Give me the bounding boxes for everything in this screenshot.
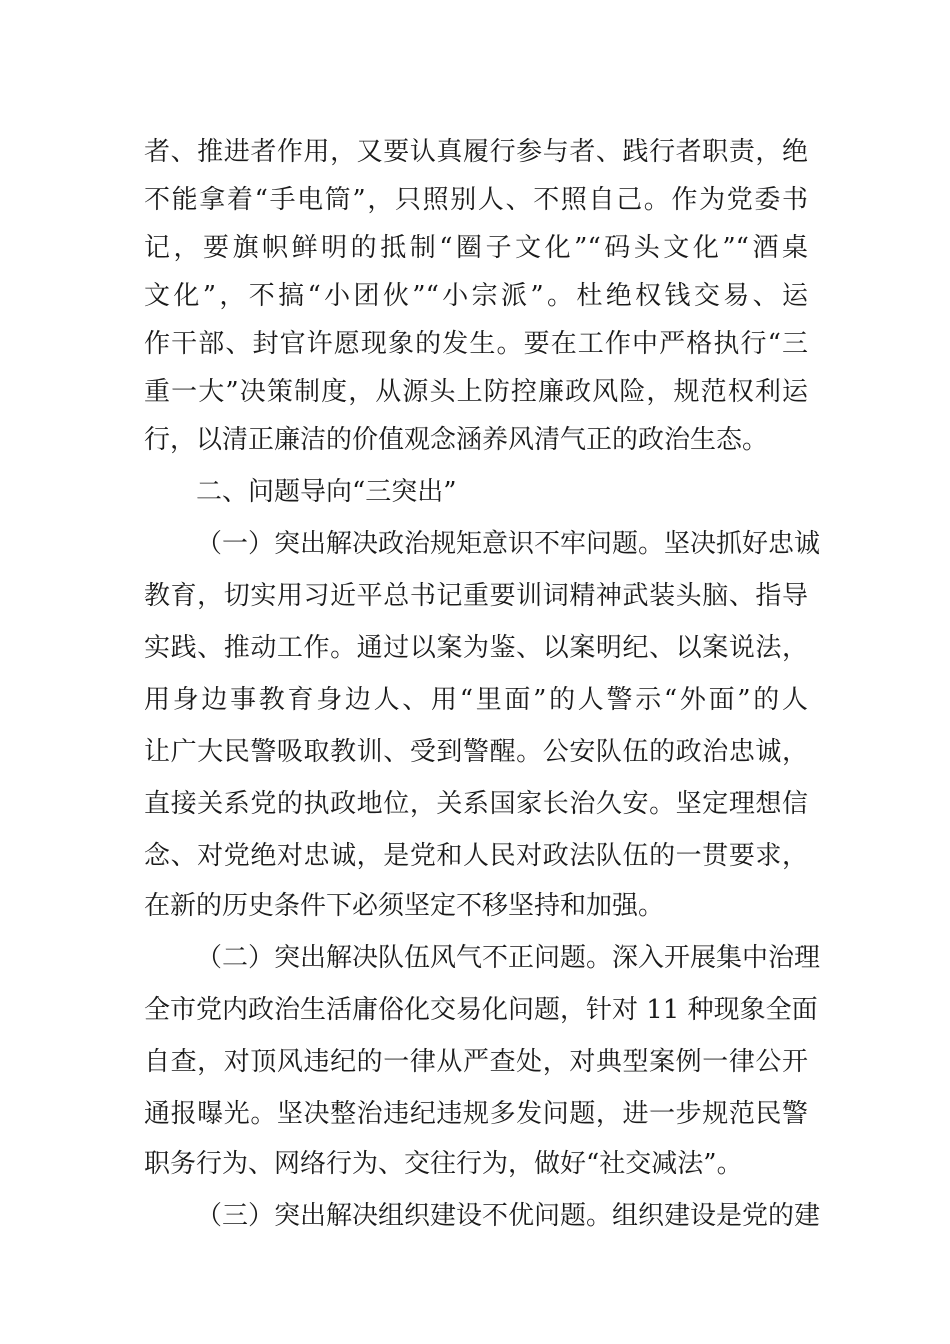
text-line: 重一大”决策制度，从源头上防控廉政风险，规范权利运 [144, 377, 808, 407]
text-line: 实践、推动工作。通过以案为鉴、以案明纪、以案说法， [144, 633, 808, 663]
text-line: 用身边事教育身边人、用“里面”的人警示“外面”的人 [144, 685, 808, 715]
text-line: （一）突出解决政治规矩意识不牢问题。坚决抓好忠诚 [196, 529, 821, 559]
text-line: 在新的历史条件下必须坚定不移坚持和加强。 [144, 891, 665, 921]
section-heading: 二、问题导向“三突出” [196, 477, 457, 507]
text-line: 直接关系党的执政地位，关系国家长治久安。坚定理想信 [144, 789, 808, 819]
text-line: 让广大民警吸取教训、受到警醒。公安队伍的政治忠诚， [144, 737, 808, 767]
text-line: 行，以清正廉洁的价值观念涵养风清气正的政治生态。 [144, 425, 769, 455]
text-line: 文化”，不搞“小团伙”“小宗派”。杜绝权钱交易、运 [144, 281, 808, 311]
text-line: 者、推进者作用，又要认真履行参与者、践行者职责，绝 [144, 137, 808, 167]
text-line: 自查，对顶风违纪的一律从严查处，对典型案例一律公开 [144, 1047, 808, 1077]
text-line: （三）突出解决组织建设不优问题。组织建设是党的建 [196, 1201, 821, 1231]
text-line: 作干部、封官许愿现象的发生。要在工作中严格执行“三 [144, 329, 808, 359]
text-line: 记，要旗帜鲜明的抵制“圈子文化”“码头文化”“酒桌 [144, 233, 808, 263]
text-line: （二）突出解决队伍风气不正问题。深入开展集中治理 [196, 943, 821, 973]
text-line: 全市党内政治生活庸俗化交易化问题，针对 11 种现象全面 [144, 995, 818, 1025]
text-line: 不能拿着“手电筒”，只照别人、不照自己。作为党委书 [144, 185, 808, 215]
text-line: 念、对党绝对忠诚，是党和人民对政法队伍的一贯要求， [144, 841, 808, 871]
text-line: 职务行为、网络行为、交往行为，做好“社交减法”。 [144, 1149, 743, 1179]
text-line: 通报曝光。坚决整治违纪违规多发问题，进一步规范民警 [144, 1099, 808, 1129]
text-line: 教育，切实用习近平总书记重要训词精神武装头脑、指导 [144, 581, 808, 611]
